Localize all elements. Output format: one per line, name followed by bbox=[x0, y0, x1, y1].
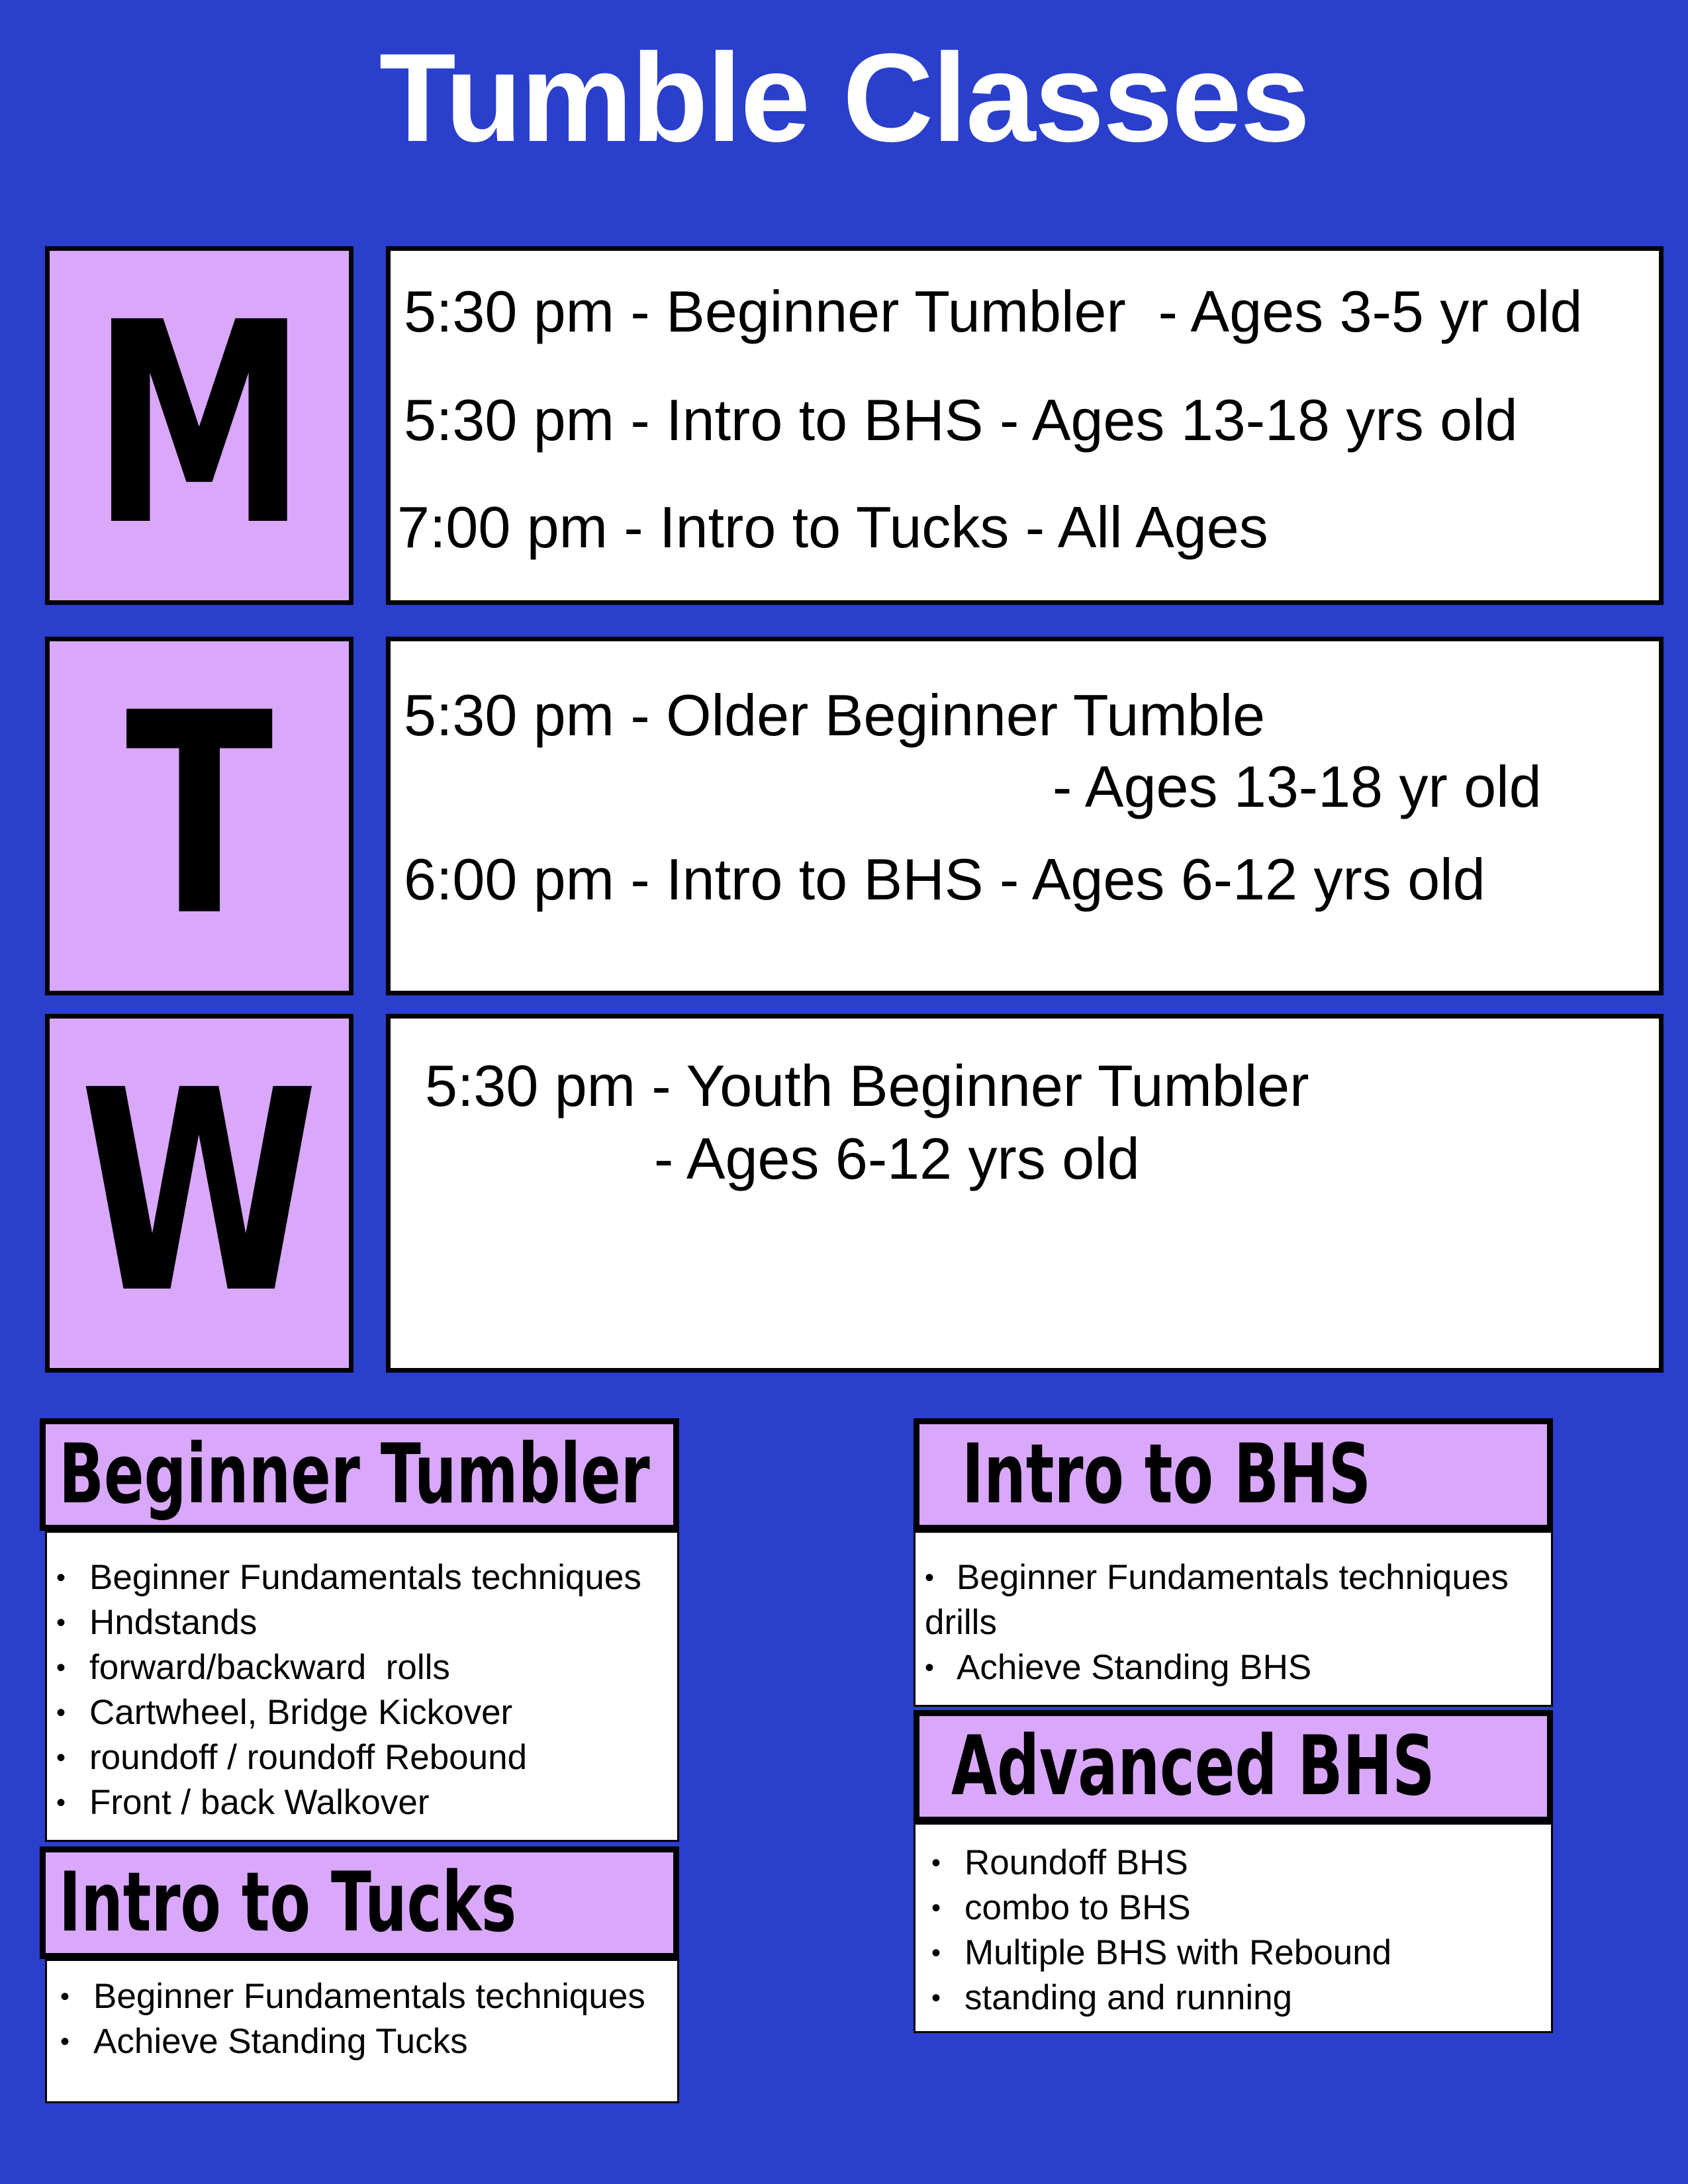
list-item: • Beginner Fundamentals techniques bbox=[56, 1558, 641, 1597]
advanced-bhs-list bbox=[914, 1823, 1553, 2033]
list-item: • forward/backward rolls bbox=[56, 1648, 450, 1687]
intro-bhs-heading: Intro to BHS bbox=[962, 1427, 1372, 1522]
list-item: • Beginner Fundamentals techniques bbox=[60, 1977, 645, 2016]
list-item: • Achieve Standing Tucks bbox=[60, 2022, 468, 2061]
beginner-tumbler-list bbox=[45, 1531, 679, 1842]
intro-tucks-list bbox=[45, 1959, 679, 2103]
day-box-tuesday bbox=[45, 637, 353, 995]
schedule-wednesday bbox=[386, 1014, 1664, 1373]
intro-bhs-list bbox=[914, 1531, 1553, 1707]
schedule-line: - Ages 13-18 yr old bbox=[1053, 754, 1542, 819]
schedule-line: 6:00 pm - Intro to BHS - Ages 6-12 yrs old bbox=[404, 846, 1485, 912]
advanced-bhs-heading: Advanced BHS bbox=[951, 1719, 1435, 1814]
schedule-tuesday bbox=[386, 637, 1664, 995]
list-item: • Cartwheel, Bridge Kickover bbox=[56, 1693, 513, 1732]
schedule-line: 7:00 pm - Intro to Tucks - All Ages bbox=[397, 494, 1268, 560]
beginner-tumbler-heading: Beginner Tumbler bbox=[59, 1427, 650, 1522]
beginner-tumbler-heading-box bbox=[40, 1418, 679, 1531]
page-title: Tumble Classes bbox=[379, 28, 1309, 168]
day-letter-monday: M bbox=[91, 263, 307, 587]
day-letter-wednesday: W bbox=[79, 1031, 319, 1355]
schedule-line: 5:30 pm - Older Beginner Tumble bbox=[404, 682, 1266, 748]
day-box-wednesday bbox=[45, 1014, 353, 1373]
list-item: • Beginner Fundamentals techniques bbox=[925, 1558, 1509, 1597]
intro-bhs-heading-box bbox=[914, 1418, 1553, 1531]
advanced-bhs-heading-box bbox=[914, 1710, 1553, 1823]
list-item: • Multiple BHS with Rebound bbox=[931, 1933, 1392, 1972]
schedule-line: 5:30 pm - Beginner Tumbler - Ages 3-5 yr old bbox=[404, 279, 1583, 344]
schedule-line: 5:30 pm - Youth Beginner Tumbler bbox=[425, 1053, 1309, 1118]
list-item: • Achieve Standing BHS bbox=[925, 1648, 1312, 1687]
list-item: • combo to BHS bbox=[931, 1888, 1191, 1927]
intro-tucks-heading: Intro to Tucks bbox=[59, 1855, 517, 1950]
list-item: • Front / back Walkover bbox=[56, 1783, 430, 1822]
schedule-line: 5:30 pm - Intro to BHS - Ages 13-18 yrs old bbox=[404, 387, 1518, 453]
schedule-line: - Ages 6-12 yrs old bbox=[654, 1126, 1140, 1191]
list-item: • standing and running bbox=[931, 1978, 1293, 2017]
list-item: • Roundoff BHS bbox=[931, 1843, 1188, 1882]
schedule-monday bbox=[386, 246, 1664, 605]
list-item-continuation: drills bbox=[925, 1603, 997, 1642]
intro-tucks-heading-box bbox=[40, 1846, 679, 1959]
day-box-monday bbox=[45, 246, 353, 605]
list-item: • roundoff / roundoff Rebound bbox=[56, 1738, 528, 1777]
list-item: • Hndstands bbox=[56, 1603, 258, 1642]
day-letter-tuesday: T bbox=[125, 654, 273, 978]
